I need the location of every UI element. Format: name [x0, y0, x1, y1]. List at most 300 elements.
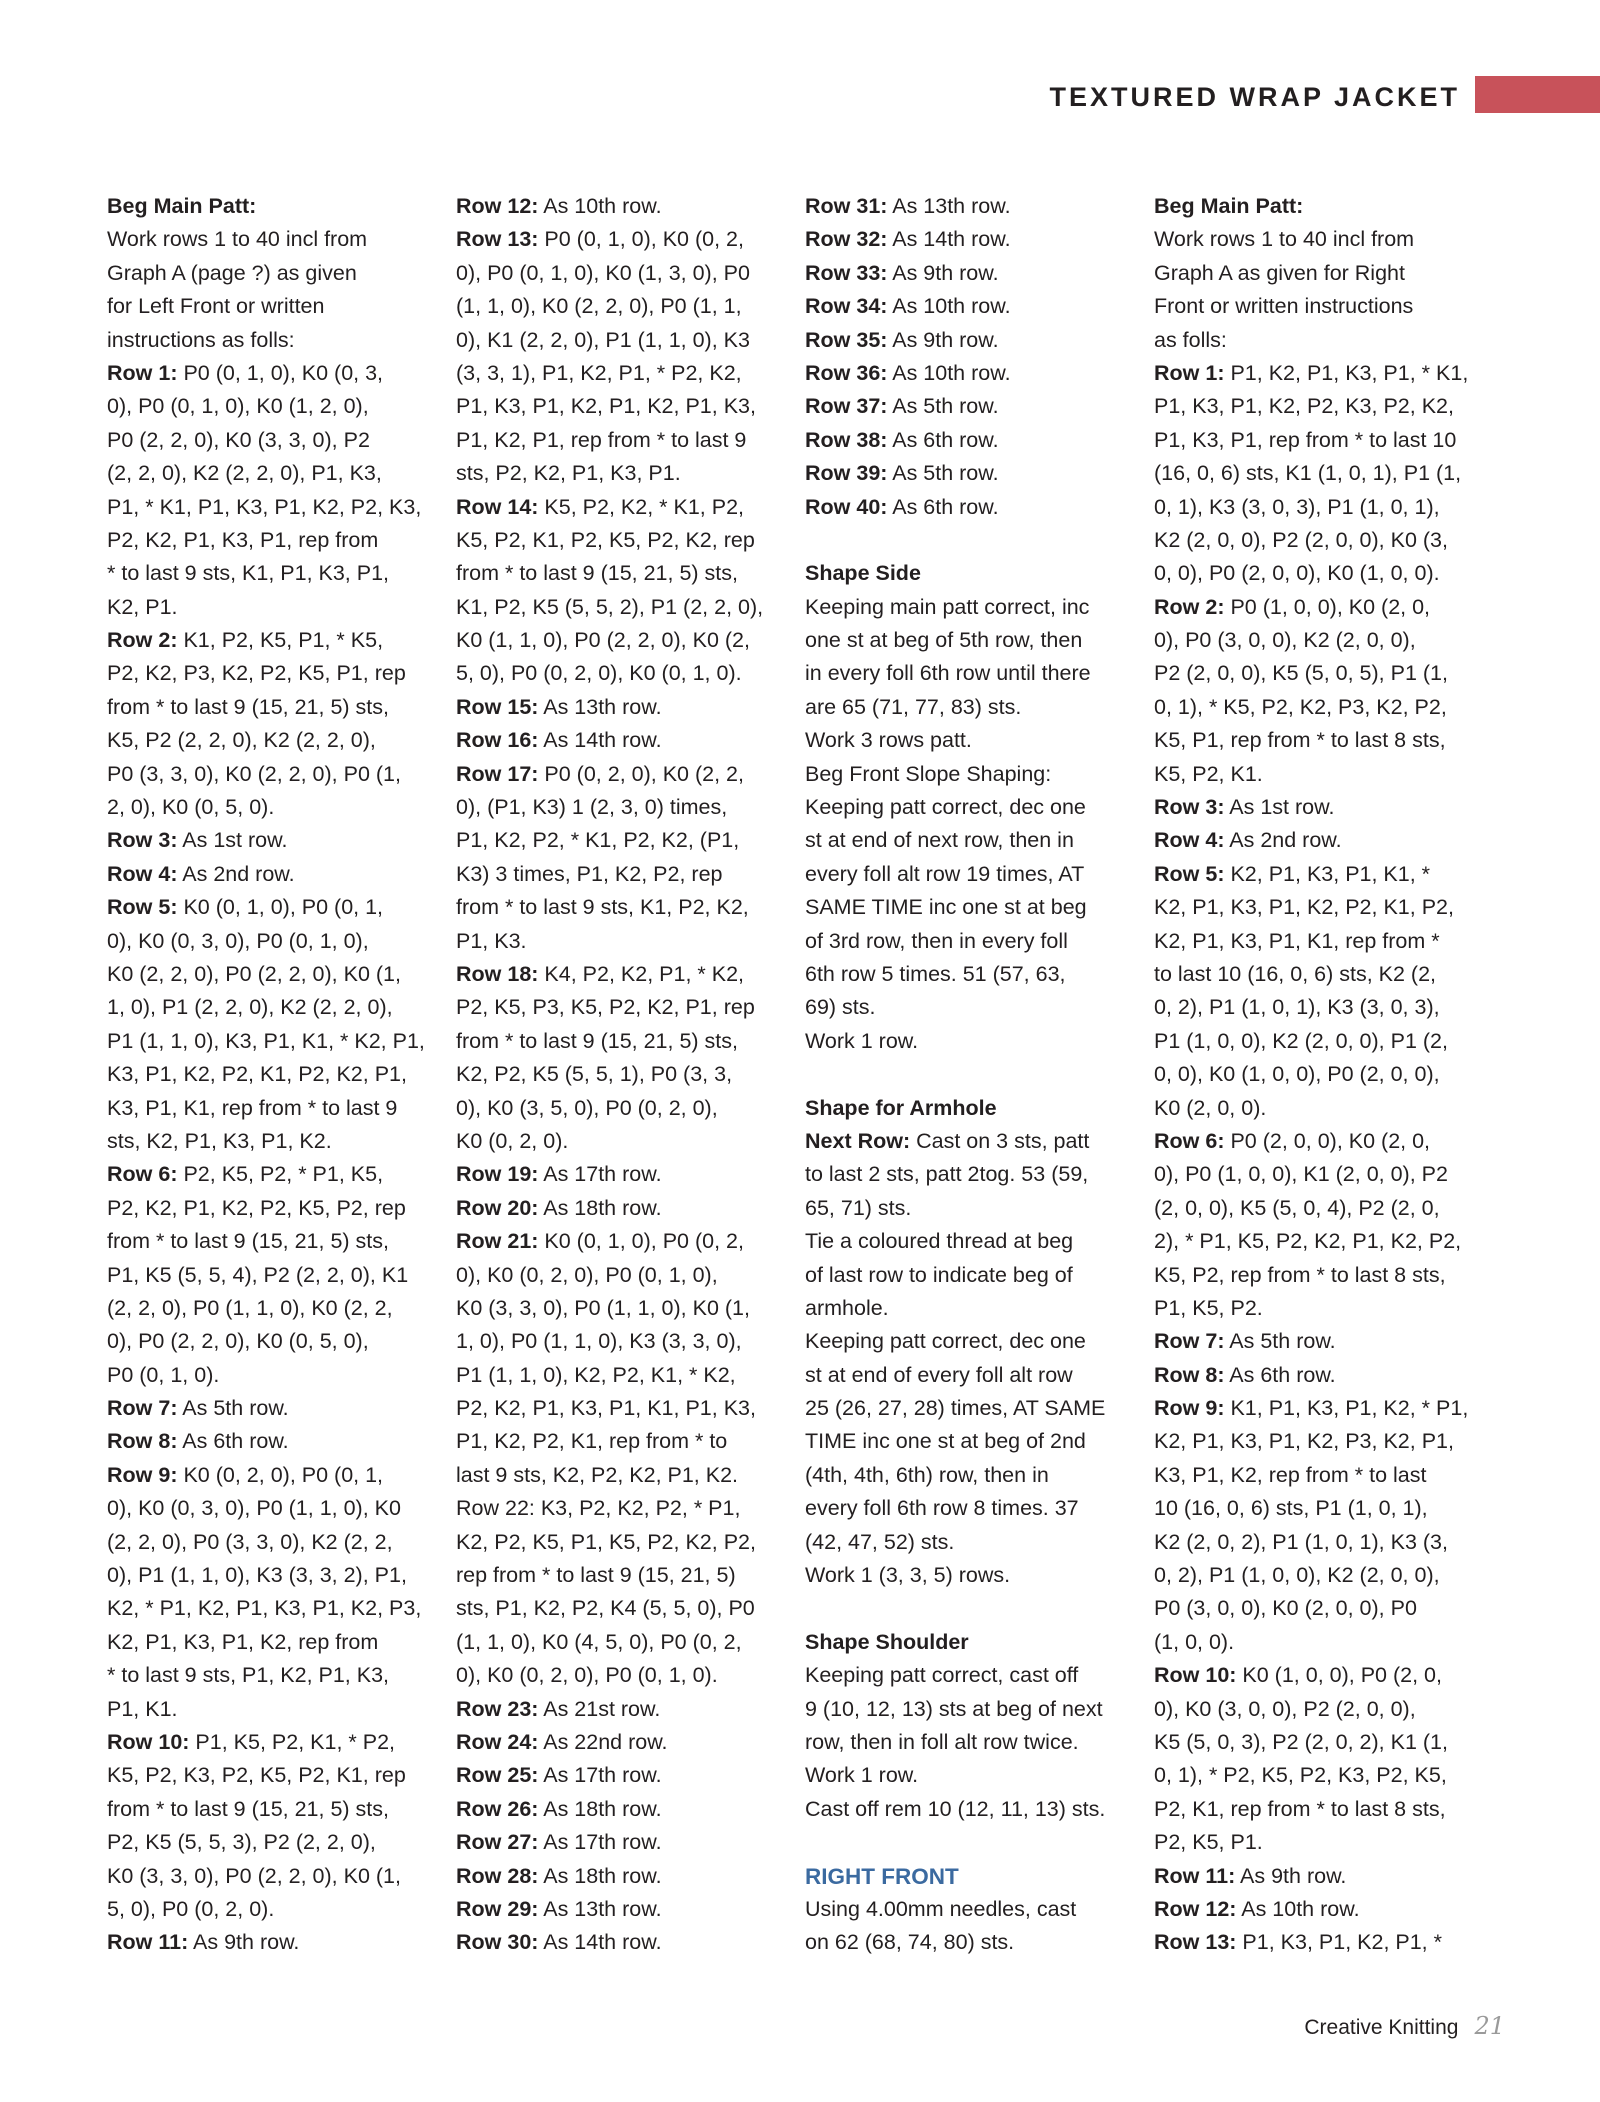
line-text: (1, 1, 0), K0 (4, 5, 0), P0 (0, 2,	[456, 1629, 742, 1654]
text-line	[1154, 390, 1499, 423]
text-line	[107, 524, 452, 557]
line-text: P0 (3, 3, 0), K0 (2, 2, 0), P0 (1,	[107, 761, 401, 786]
line-text: K2, * P1, K2, P1, K3, P1, K2, P3,	[107, 1596, 422, 1621]
line-text: P1, K5, P2, K1, * P2,	[189, 1729, 395, 1754]
bold-label: Row 13:	[456, 227, 539, 252]
text-line	[805, 791, 1150, 824]
line-text: As 10th row.	[1236, 1896, 1360, 1921]
text-line	[456, 1359, 801, 1392]
line-text: in every foll 6th row until there	[805, 661, 1091, 686]
line-text: Tie a coloured thread at beg	[805, 1229, 1074, 1254]
text-line	[456, 858, 801, 891]
text-line	[456, 1526, 801, 1559]
text-line	[456, 1392, 801, 1425]
text-line	[1154, 991, 1499, 1024]
line-text: to last 2 sts, patt 2tog. 53 (59,	[805, 1162, 1089, 1187]
line-text: 0, 1), K3 (3, 0, 3), P1 (1, 0, 1),	[1154, 494, 1440, 519]
text-line	[1154, 824, 1499, 857]
text-line	[456, 791, 801, 824]
text-line	[107, 324, 452, 357]
line-text: K2, P1, K3, P1, K2, rep from	[107, 1629, 379, 1654]
line-text: As 6th row.	[1224, 1362, 1336, 1387]
line-text: of 3rd row, then in every foll	[805, 928, 1068, 953]
bold-label: Row 35:	[805, 327, 888, 352]
text-line	[107, 457, 452, 490]
line-text: (2, 2, 0), P0 (1, 1, 0), K0 (2, 2,	[107, 1295, 393, 1320]
text-line	[1154, 1893, 1499, 1926]
text-line	[107, 991, 452, 1024]
line-text: Work 3 rows patt.	[805, 728, 972, 753]
text-line	[805, 1125, 1150, 1158]
line-text: (2, 2, 0), P0 (3, 3, 0), K2 (2, 2,	[107, 1529, 393, 1554]
line-text: Front or written instructions	[1154, 294, 1414, 319]
line-text: (2, 0, 0), K5 (5, 0, 4), P2 (2, 0,	[1154, 1195, 1440, 1220]
bold-label: Row 37:	[805, 394, 888, 419]
text-line	[1154, 1626, 1499, 1659]
line-text: sts, P2, K2, P1, K3, P1.	[456, 461, 681, 486]
text-line	[805, 1392, 1150, 1425]
text-line	[456, 1793, 801, 1826]
line-text: P1, K5, P2.	[1154, 1295, 1263, 1320]
line-text: P1, * K1, P1, K3, P1, K2, P2, K3,	[107, 494, 422, 519]
bold-label: Row 31:	[805, 194, 888, 218]
text-line	[456, 390, 801, 423]
line-text: As 18th row.	[538, 1195, 662, 1220]
line-text: as folls:	[1154, 327, 1227, 352]
text-line	[456, 491, 801, 524]
text-line	[456, 190, 801, 223]
line-text: As 18th row.	[538, 1863, 662, 1888]
text-line	[805, 1659, 1150, 1692]
text-line	[456, 223, 801, 256]
bold-label: Row 3:	[1154, 795, 1225, 820]
bold-label: Row 25:	[456, 1763, 539, 1788]
line-text: Cast on 3 sts, patt	[910, 1128, 1090, 1153]
line-text: 2), * P1, K5, P2, K2, P1, K2, P2,	[1154, 1229, 1462, 1254]
text-line	[107, 1158, 452, 1191]
line-text: 0, 1), * P2, K5, P2, K3, P2, K5,	[1154, 1763, 1447, 1788]
text-line	[805, 1225, 1150, 1258]
magazine-name: Creative Knitting	[1304, 2016, 1459, 2039]
text-line	[805, 1893, 1150, 1926]
blank-line	[805, 1592, 1150, 1625]
text-line	[1154, 324, 1499, 357]
line-text: (3, 3, 1), P1, K2, P1, * P2, K2,	[456, 360, 742, 385]
line-text: * to last 9 sts, P1, K2, P1, K3,	[107, 1663, 390, 1688]
line-text: As 14th row.	[887, 227, 1011, 252]
line-text: 69) sts.	[805, 995, 876, 1020]
line-text: P0 (0, 1, 0), K0 (0, 2,	[538, 227, 744, 252]
line-text: sts, K2, P1, K3, P1, K2.	[107, 1128, 332, 1153]
line-text: P2, K1, rep from * to last 8 sts,	[1154, 1796, 1446, 1821]
line-text: from * to last 9 (15, 21, 5) sts,	[107, 1229, 389, 1254]
text-line	[107, 223, 452, 256]
bold-label: Row 7:	[1154, 1329, 1225, 1354]
line-text: from * to last 9 (15, 21, 5) sts,	[107, 1796, 389, 1821]
line-text: As 6th row.	[887, 494, 999, 519]
text-line	[107, 557, 452, 590]
bold-label: Row 40:	[805, 494, 888, 519]
line-text: from * to last 9 (15, 21, 5) sts,	[456, 1028, 738, 1053]
line-text: rep from * to last 9 (15, 21, 5)	[456, 1563, 736, 1588]
text-line	[805, 624, 1150, 657]
text-line	[107, 925, 452, 958]
line-text: from * to last 9 (15, 21, 5) sts,	[107, 694, 389, 719]
text-line	[107, 1325, 452, 1358]
header-accent-bar	[1475, 76, 1600, 113]
bold-label: Row 28:	[456, 1863, 539, 1888]
line-text: st at end of every foll alt row	[805, 1362, 1073, 1387]
bold-label: Row 11:	[1154, 1863, 1236, 1888]
text-line	[456, 691, 801, 724]
text-line	[1154, 1459, 1499, 1492]
line-text: K1, P2, K5, P1, * K5,	[177, 628, 384, 653]
line-text: 5, 0), P0 (0, 2, 0), K0 (0, 1, 0).	[456, 661, 742, 686]
text-line	[1154, 491, 1499, 524]
bold-label: Row 27:	[456, 1830, 539, 1855]
text-line	[456, 657, 801, 690]
bold-label: Row 20:	[456, 1195, 539, 1220]
text-line	[1154, 657, 1499, 690]
line-text: P2, K5, P2, * P1, K5,	[177, 1162, 384, 1187]
text-line	[456, 557, 801, 590]
text-line	[1154, 791, 1499, 824]
line-text: P1, K3, P1, K2, P1, *	[1236, 1930, 1442, 1955]
line-text: K0 (0, 1, 0), P0 (0, 1,	[177, 895, 384, 920]
line-text: As 14th row.	[538, 1930, 662, 1955]
line-text: 9 (10, 12, 13) sts at beg of next	[805, 1696, 1103, 1721]
text-line	[107, 791, 452, 824]
text-line	[107, 1492, 452, 1525]
line-text: 25 (26, 27, 28) times, AT SAME	[805, 1396, 1106, 1421]
text-line	[107, 1793, 452, 1826]
bold-label: Beg Main Patt:	[1154, 194, 1304, 218]
bold-label: Row 5:	[1154, 861, 1225, 886]
line-text: 0), P0 (2, 2, 0), K0 (0, 5, 0),	[107, 1329, 369, 1354]
bold-label: Beg Main Patt:	[107, 194, 257, 218]
line-text: 0, 2), P1 (1, 0, 0), K2 (2, 0, 0),	[1154, 1563, 1440, 1588]
line-text: K2, P2, K5 (5, 5, 1), P0 (3, 3,	[456, 1062, 733, 1087]
line-text: (1, 0, 0).	[1154, 1629, 1235, 1654]
text-line	[1154, 190, 1499, 223]
page-number: 21	[1474, 2012, 1505, 2040]
bold-label: Row 16:	[456, 728, 539, 753]
text-line	[456, 624, 801, 657]
bold-label: Row 8:	[1154, 1362, 1225, 1387]
line-text: P2, K5, P1.	[1154, 1830, 1263, 1855]
text-line	[805, 858, 1150, 891]
text-line	[1154, 1192, 1499, 1225]
bold-label: Row 13:	[1154, 1930, 1237, 1955]
text-line	[805, 223, 1150, 256]
text-line	[805, 1526, 1150, 1559]
bold-label: Shape Side	[805, 561, 921, 586]
line-text: (1, 1, 0), K0 (2, 2, 0), P0 (1, 1,	[456, 294, 742, 319]
text-line	[107, 1893, 452, 1926]
line-text: armhole.	[805, 1295, 889, 1320]
text-line	[456, 290, 801, 323]
line-text: As 13th row.	[538, 1896, 662, 1921]
text-line	[107, 891, 452, 924]
text-line	[805, 1559, 1150, 1592]
line-text: P0 (3, 0, 0), K0 (2, 0, 0), P0	[1154, 1596, 1417, 1621]
line-text: 0), K0 (0, 3, 0), P0 (0, 1, 0),	[107, 928, 369, 953]
text-line	[456, 1659, 801, 1692]
bold-label: Row 5:	[107, 895, 178, 920]
line-text: P1 (1, 1, 0), K2, P2, K1, * K2,	[456, 1362, 736, 1387]
text-line	[456, 1459, 801, 1492]
text-line	[805, 1359, 1150, 1392]
text-line	[1154, 591, 1499, 624]
line-text: As 13th row.	[887, 194, 1011, 218]
line-text: As 9th row.	[188, 1930, 300, 1955]
bold-label: Row 11:	[107, 1930, 189, 1955]
text-line	[107, 1392, 452, 1425]
text-line	[456, 1559, 801, 1592]
text-line	[805, 724, 1150, 757]
line-text: As 17th row.	[538, 1763, 662, 1788]
line-text: As 1st row.	[1224, 795, 1335, 820]
text-line	[456, 1626, 801, 1659]
line-text: P0 (1, 0, 0), K0 (2, 0,	[1224, 594, 1431, 619]
text-line	[805, 1025, 1150, 1058]
text-line	[1154, 1926, 1499, 1959]
bold-label: Row 6:	[1154, 1128, 1225, 1153]
text-line	[1154, 958, 1499, 991]
text-line	[1154, 1659, 1499, 1692]
line-text: P1, K1.	[107, 1696, 178, 1721]
text-line	[107, 958, 452, 991]
text-line	[107, 858, 452, 891]
line-text: Beg Front Slope Shaping:	[805, 761, 1052, 786]
line-text: 65, 71) sts.	[805, 1195, 912, 1220]
line-text: As 17th row.	[538, 1830, 662, 1855]
text-column-4	[1154, 190, 1499, 1960]
bold-label: Row 26:	[456, 1796, 539, 1821]
text-line	[456, 524, 801, 557]
text-line	[1154, 891, 1499, 924]
text-line	[107, 424, 452, 457]
line-text: 0, 0), K0 (1, 0, 0), P0 (2, 0, 0),	[1154, 1062, 1440, 1087]
line-text: P2, K2, P3, K2, P2, K5, P1, rep	[107, 661, 406, 686]
text-line	[805, 1325, 1150, 1358]
text-line	[456, 1025, 801, 1058]
line-text: K0 (1, 0, 0), P0 (2, 0,	[1236, 1663, 1442, 1688]
text-line	[456, 1492, 801, 1525]
text-line	[107, 491, 452, 524]
text-line	[107, 1058, 452, 1091]
section-heading-text: RIGHT FRONT	[805, 1863, 959, 1889]
line-text: P1 (1, 1, 0), K3, P1, K1, * K2, P1,	[107, 1028, 425, 1053]
text-line	[107, 1225, 452, 1258]
text-line	[107, 758, 452, 791]
line-text: last 9 sts, K2, P2, K2, P1, K2.	[456, 1462, 739, 1487]
text-line	[456, 1058, 801, 1091]
text-line	[805, 691, 1150, 724]
line-text: P1 (1, 0, 0), K2 (2, 0, 0), P1 (2,	[1154, 1028, 1448, 1053]
text-line	[107, 1659, 452, 1692]
line-text: K5, P1, rep from * to last 8 sts,	[1154, 728, 1446, 753]
line-text: As 10th row.	[887, 294, 1011, 319]
line-text: P1, K3, P1, K2, P2, K3, P2, K2,	[1154, 394, 1454, 419]
text-line	[805, 1292, 1150, 1325]
text-line	[456, 724, 801, 757]
line-text: 0), P0 (0, 1, 0), K0 (1, 3, 0), P0	[456, 260, 750, 285]
text-line	[1154, 1826, 1499, 1859]
text-line	[107, 1626, 452, 1659]
bold-label: Row 1:	[107, 360, 178, 385]
text-line	[456, 591, 801, 624]
text-line	[805, 1926, 1150, 1959]
line-text: Work 1 row.	[805, 1763, 919, 1788]
line-text: from * to last 9 sts, K1, P2, K2,	[456, 895, 749, 920]
text-line	[107, 691, 452, 724]
line-text: K2, P1, K3, P1, K2, P2, K1, P2,	[1154, 895, 1454, 920]
bold-label: Row 30:	[456, 1930, 539, 1955]
line-text: P0 (0, 2, 0), K0 (2, 2,	[538, 761, 744, 786]
line-text: 2, 0), K0 (0, 5, 0).	[107, 795, 275, 820]
text-line	[456, 1259, 801, 1292]
blank-line	[805, 1826, 1150, 1859]
text-line	[1154, 257, 1499, 290]
line-text: Keeping patt correct, dec one	[805, 1329, 1086, 1354]
line-text: P1, K2, P1, K3, P1, * K1,	[1224, 360, 1469, 385]
line-text: As 18th row.	[538, 1796, 662, 1821]
text-line	[1154, 424, 1499, 457]
text-line	[805, 357, 1150, 390]
text-line	[1154, 925, 1499, 958]
text-line	[1154, 223, 1499, 256]
line-text: to last 10 (16, 0, 6) sts, K2 (2,	[1154, 961, 1437, 986]
text-line	[107, 390, 452, 423]
line-text: sts, P1, K2, P2, K4 (5, 5, 0), P0	[456, 1596, 755, 1621]
line-text: Using 4.00mm needles, cast	[805, 1896, 1077, 1921]
line-text: P0 (2, 2, 0), K0 (3, 3, 0), P2	[107, 427, 370, 452]
text-line	[107, 657, 452, 690]
text-line	[805, 424, 1150, 457]
text-line	[107, 1726, 452, 1759]
text-line	[1154, 1526, 1499, 1559]
line-text: P2 (2, 0, 0), K5 (5, 0, 5), P1 (1,	[1154, 661, 1448, 686]
text-line	[805, 257, 1150, 290]
line-text: 0), K0 (0, 2, 0), P0 (0, 1, 0).	[456, 1663, 718, 1688]
text-line	[456, 1325, 801, 1358]
text-line	[456, 1292, 801, 1325]
text-line	[1154, 1325, 1499, 1358]
line-text: 1, 0), P1 (2, 2, 0), K2 (2, 2, 0),	[107, 995, 393, 1020]
line-text: K5, P2, rep from * to last 8 sts,	[1154, 1262, 1446, 1287]
line-text: As 2nd row.	[177, 861, 295, 886]
bold-label: Row 32:	[805, 227, 888, 252]
line-text: K3, P1, K1, rep from * to last 9	[107, 1095, 398, 1120]
bold-label: Row 6:	[107, 1162, 178, 1187]
text-line	[805, 591, 1150, 624]
line-text: P1, K3, P1, rep from * to last 10	[1154, 427, 1457, 452]
line-text: P2, K5 (5, 5, 3), P2 (2, 2, 0),	[107, 1830, 376, 1855]
line-text: As 5th row.	[1224, 1329, 1336, 1354]
bold-label: Row 38:	[805, 427, 888, 452]
line-text: of last row to indicate beg of	[805, 1262, 1073, 1287]
text-line	[456, 357, 801, 390]
text-line	[805, 557, 1150, 590]
line-text: K0 (0, 2, 0), P0 (0, 1,	[177, 1462, 384, 1487]
text-line	[107, 1125, 452, 1158]
text-line	[456, 958, 801, 991]
line-text: K5, P2, K3, P2, K5, P2, K1, rep	[107, 1763, 406, 1788]
text-line	[107, 1359, 452, 1392]
text-line	[107, 1092, 452, 1125]
bold-label: Row 36:	[805, 360, 888, 385]
line-text: 0), P1 (1, 1, 0), K3 (3, 3, 2), P1,	[107, 1563, 407, 1588]
text-line	[805, 324, 1150, 357]
line-text: are 65 (71, 77, 83) sts.	[805, 694, 1022, 719]
bold-label: Row 39:	[805, 461, 888, 486]
text-line	[805, 758, 1150, 791]
line-text: K3, P1, K2, rep from * to last	[1154, 1462, 1427, 1487]
text-line	[1154, 1058, 1499, 1091]
line-text: P0 (2, 0, 0), K0 (2, 0,	[1224, 1128, 1431, 1153]
text-line	[805, 891, 1150, 924]
line-text: K0 (3, 3, 0), P0 (2, 2, 0), K0 (1,	[107, 1863, 401, 1888]
text-line	[456, 1125, 801, 1158]
text-line	[1154, 1359, 1499, 1392]
text-line	[107, 1025, 452, 1058]
line-text: TIME inc one st at beg of 2nd	[805, 1429, 1086, 1454]
line-text: Keeping patt correct, cast off	[805, 1663, 1079, 1688]
line-text: K0 (0, 2, 0).	[456, 1128, 569, 1153]
text-line	[1154, 858, 1499, 891]
text-line	[107, 824, 452, 857]
text-line	[1154, 357, 1499, 390]
text-line	[805, 1492, 1150, 1525]
text-line	[1154, 524, 1499, 557]
bold-label: Row 19:	[456, 1162, 539, 1187]
bold-label: Row 21:	[456, 1229, 539, 1254]
text-line	[107, 1860, 452, 1893]
line-text: 0), (P1, K3) 1 (2, 3, 0) times,	[456, 795, 728, 820]
line-text: K1, P1, K3, P1, K2, * P1,	[1224, 1396, 1469, 1421]
line-text: P1, K3, P1, K2, P1, K2, P1, K3,	[456, 394, 756, 419]
text-line	[1154, 457, 1499, 490]
bold-label: Row 9:	[107, 1462, 178, 1487]
line-text: P1, K5 (5, 5, 4), P2 (2, 2, 0), K1	[107, 1262, 409, 1287]
text-line	[456, 1158, 801, 1191]
text-line	[456, 824, 801, 857]
blank-line	[805, 524, 1150, 557]
text-line	[805, 1259, 1150, 1292]
text-line	[456, 457, 801, 490]
text-line	[456, 1192, 801, 1225]
text-line	[107, 1693, 452, 1726]
text-line	[1154, 691, 1499, 724]
line-text: K1, P2, K5 (5, 5, 2), P1 (2, 2, 0),	[456, 594, 764, 619]
line-text: on 62 (68, 74, 80) sts.	[805, 1930, 1015, 1955]
bold-label: Row 2:	[107, 628, 178, 653]
text-line	[805, 390, 1150, 423]
line-text: 0), P0 (1, 0, 0), K1 (2, 0, 0), P2	[1154, 1162, 1448, 1187]
line-text: K2, P1, K3, P1, K1, rep from *	[1154, 928, 1440, 953]
text-line	[1154, 1425, 1499, 1458]
line-text: P2, K2, P1, K3, P1, rep from	[107, 527, 379, 552]
page-header-title: TEXTURED WRAP JACKET	[1049, 82, 1460, 112]
line-text: As 6th row.	[177, 1429, 289, 1454]
line-text: 1, 0), P0 (1, 1, 0), K3 (3, 3, 0),	[456, 1329, 742, 1354]
text-line	[805, 991, 1150, 1024]
line-text: row, then in foll alt row twice.	[805, 1729, 1079, 1754]
line-text: K2 (2, 0, 2), P1 (1, 0, 1), K3 (3,	[1154, 1529, 1448, 1554]
text-line	[107, 290, 452, 323]
text-line	[1154, 1559, 1499, 1592]
